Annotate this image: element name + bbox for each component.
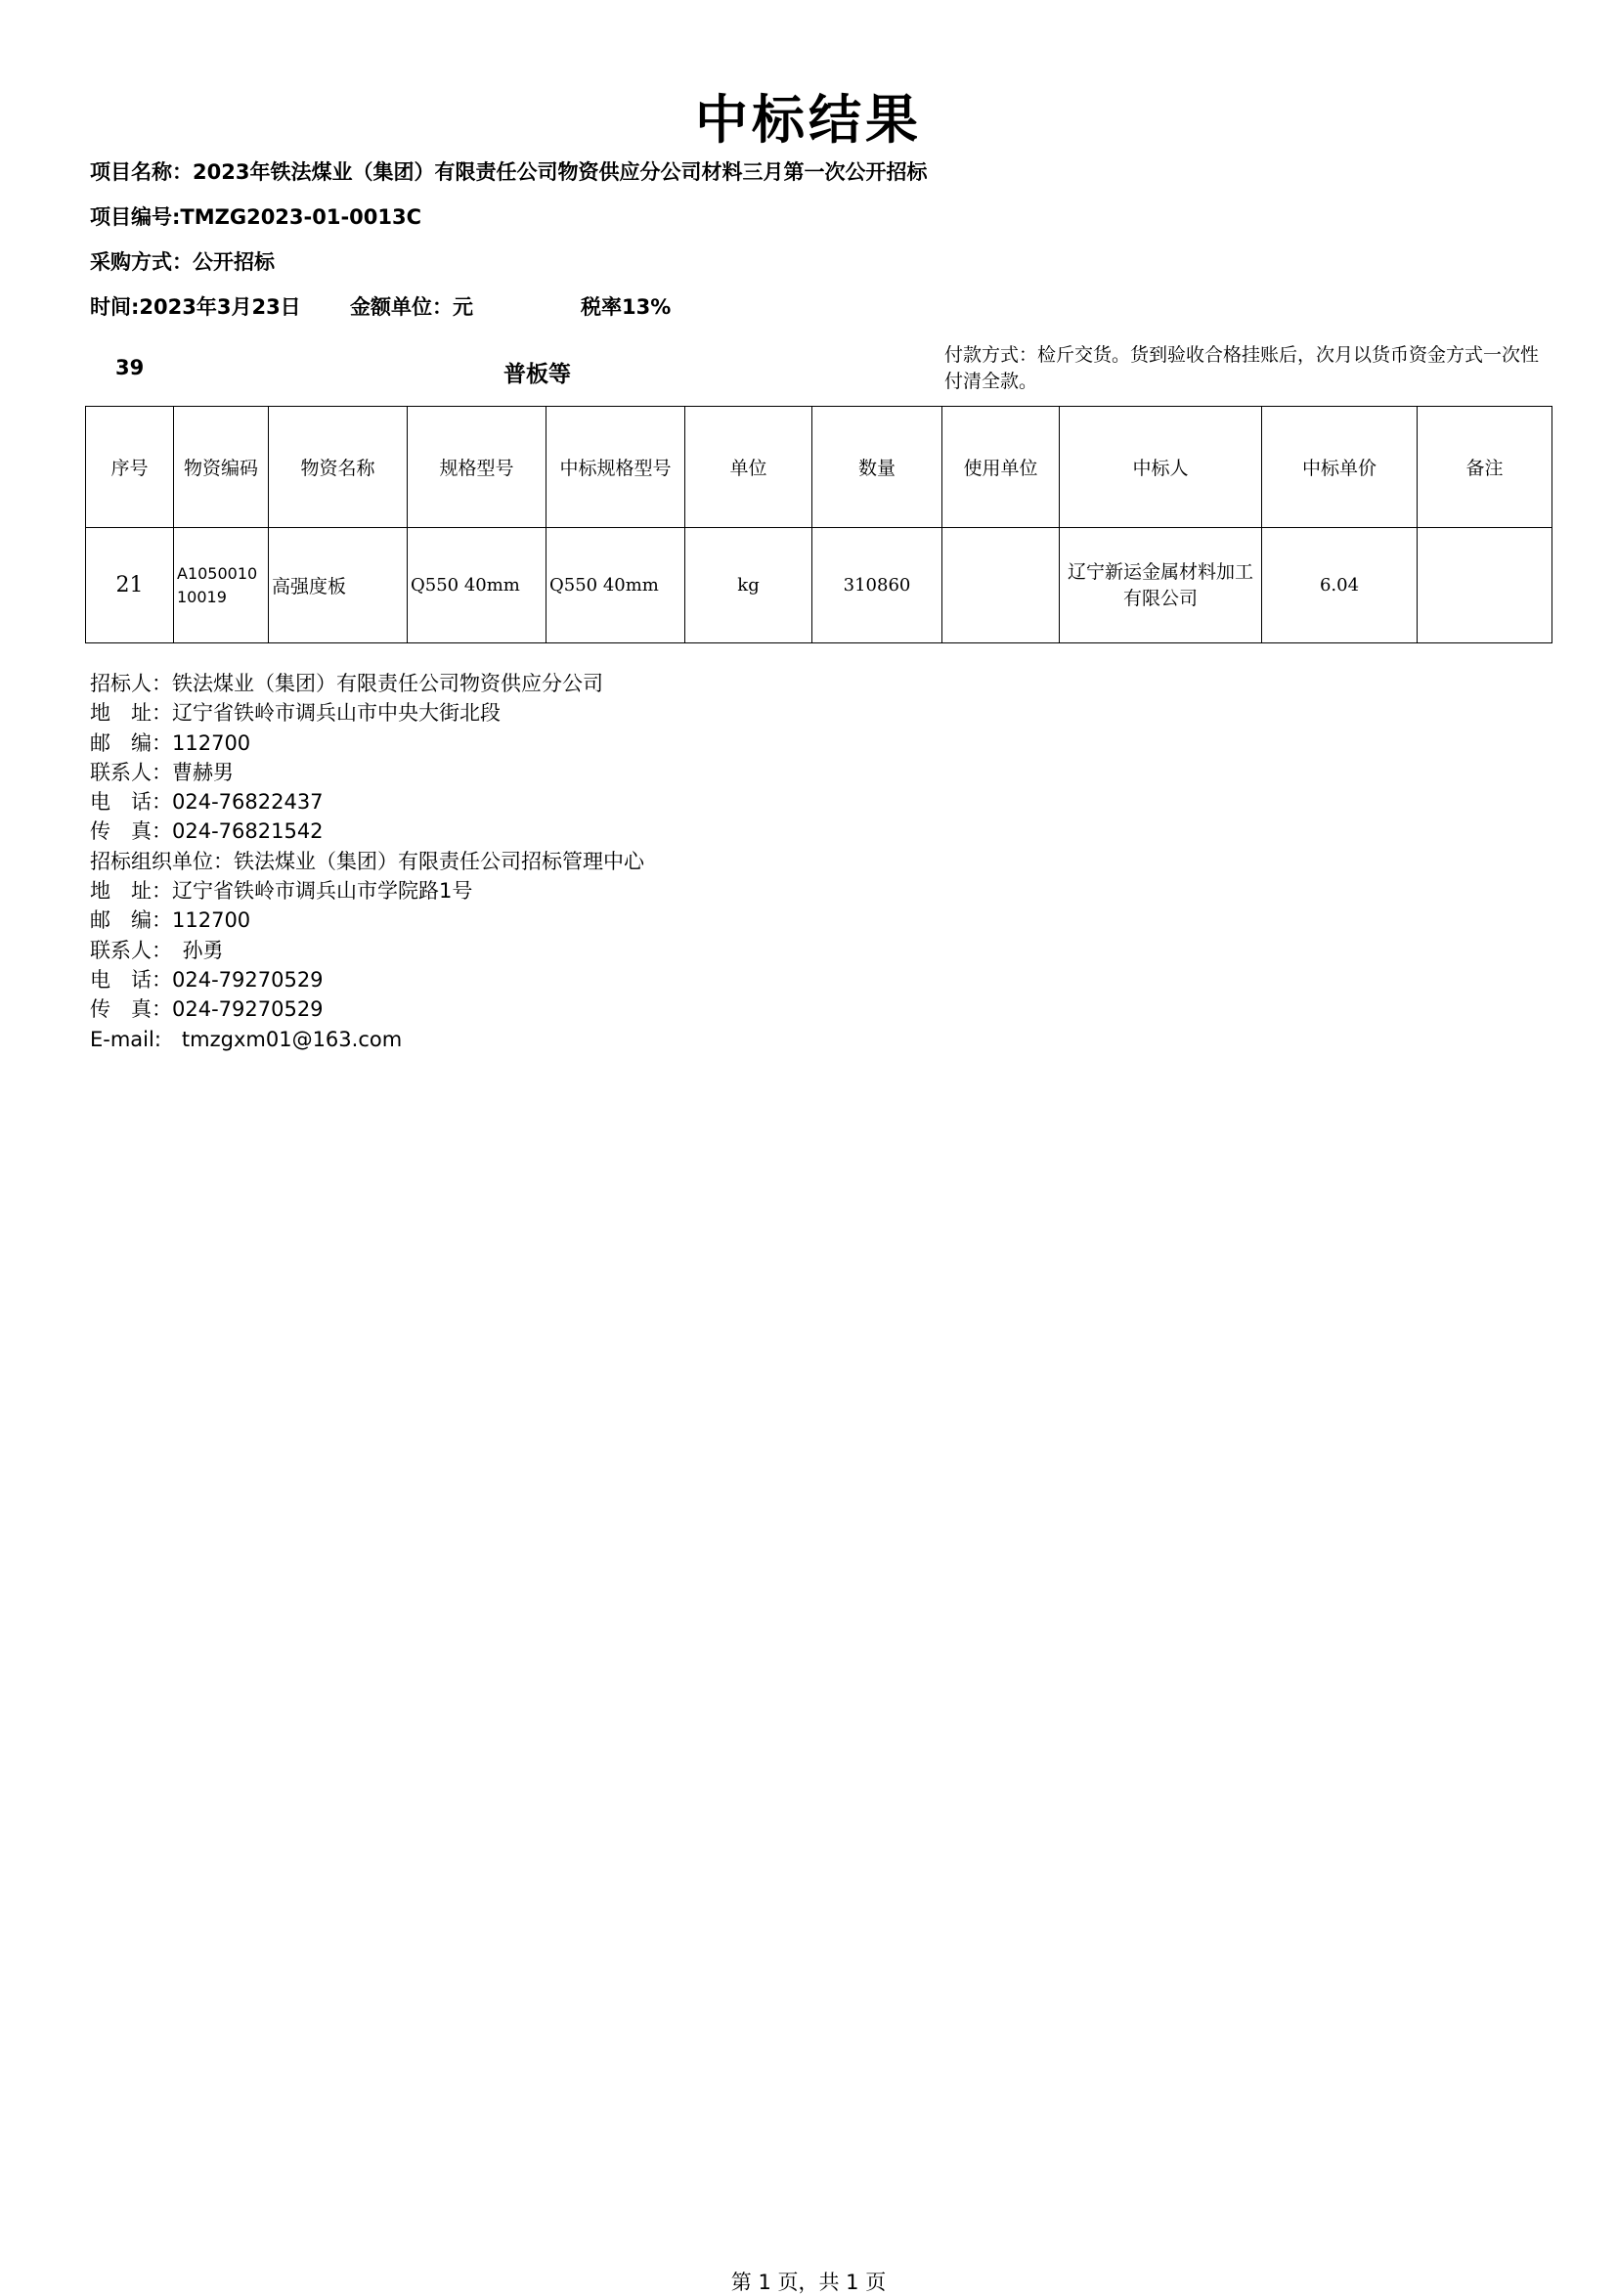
tenderer-phone: 电 话：024-76822437 <box>90 790 324 815</box>
tenderer-fax: 传 真：024-76821542 <box>90 819 324 844</box>
page-footer: 第 1 页，共 1 页 <box>730 2271 887 2294</box>
header-name: 物资名称 <box>269 407 408 528</box>
organizer-postcode: 邮 编：112700 <box>90 908 251 933</box>
header-code: 物资编码 <box>174 407 269 528</box>
purchase-method: 采购方式：公开招标 <box>90 250 275 274</box>
cell-unit-price: 6.04 <box>1262 528 1418 643</box>
cell-remark <box>1418 528 1552 643</box>
tenderer-line: 招标人：铁法煤业（集团）有限责任公司物资供应分公司 <box>90 672 603 695</box>
organizer-line: 招标组织单位：铁法煤业（集团）有限责任公司招标管理中心 <box>90 849 644 873</box>
header-unit: 单位 <box>685 407 812 528</box>
cell-user-unit <box>942 528 1060 643</box>
header-quantity: 数量 <box>812 407 942 528</box>
group-number: 39 <box>115 356 145 379</box>
header-user-unit: 使用单位 <box>942 407 1060 528</box>
cell-code: A105001010019 <box>174 528 269 643</box>
header-remark: 备注 <box>1418 407 1552 528</box>
tenderer-contact: 联系人：曹赫男 <box>90 760 234 784</box>
header-bid-spec: 中标规格型号 <box>546 407 685 528</box>
header-winner: 中标人 <box>1060 407 1262 528</box>
bid-result-table <box>85 406 1552 643</box>
organizer-phone: 电 话：024-79270529 <box>90 967 324 992</box>
page-title: 中标结果 <box>695 89 922 151</box>
contact-info <box>90 669 644 1054</box>
cell-seq: 21 <box>86 528 174 643</box>
organizer-address: 地 址：辽宁省铁岭市调兵山市学院路1号 <box>90 879 473 904</box>
cell-quantity: 310860 <box>812 528 942 643</box>
table-row <box>86 528 1552 643</box>
tenderer-address: 地 址：辽宁省铁岭市调兵山市中央大街北段 <box>90 701 501 726</box>
cell-spec: Q550 40mm <box>408 528 546 643</box>
cell-name: 高强度板 <box>269 528 408 643</box>
amount-unit-text: 金额单位：元 <box>350 295 473 319</box>
header-unit-price: 中标单价 <box>1262 407 1418 528</box>
cell-unit: kg <box>685 528 812 643</box>
tenderer-postcode: 邮 编：112700 <box>90 730 251 755</box>
date-text: 时间:2023年3月23日 <box>90 295 301 319</box>
cell-bid-spec: Q550 40mm <box>546 528 685 643</box>
organizer-email: E-mail: tmzgxm01@163.com <box>90 1027 403 1051</box>
organizer-contact: 联系人： 孙勇 <box>90 938 224 962</box>
payment-terms: 付款方式：检斤交货。货到验收合格挂账后，次月以货币资金方式一次性付清全款。 <box>944 344 1540 392</box>
table-header-row <box>86 407 1552 528</box>
header-seq: 序号 <box>86 407 174 528</box>
organizer-fax: 传 真：024-79270529 <box>90 997 324 1022</box>
project-name: 项目名称：2023年铁法煤业（集团）有限责任公司物资供应分公司材料三月第一次公开招标 <box>90 160 928 184</box>
cell-winner: 辽宁新运金属材料加工有限公司 <box>1060 528 1262 643</box>
project-number: 项目编号:TMZG2023-01-0013C <box>90 205 422 229</box>
tax-rate-text: 税率13% <box>581 295 672 319</box>
header-spec: 规格型号 <box>408 407 546 528</box>
group-name: 普板等 <box>503 362 571 387</box>
time-amount-tax-line <box>90 291 671 321</box>
